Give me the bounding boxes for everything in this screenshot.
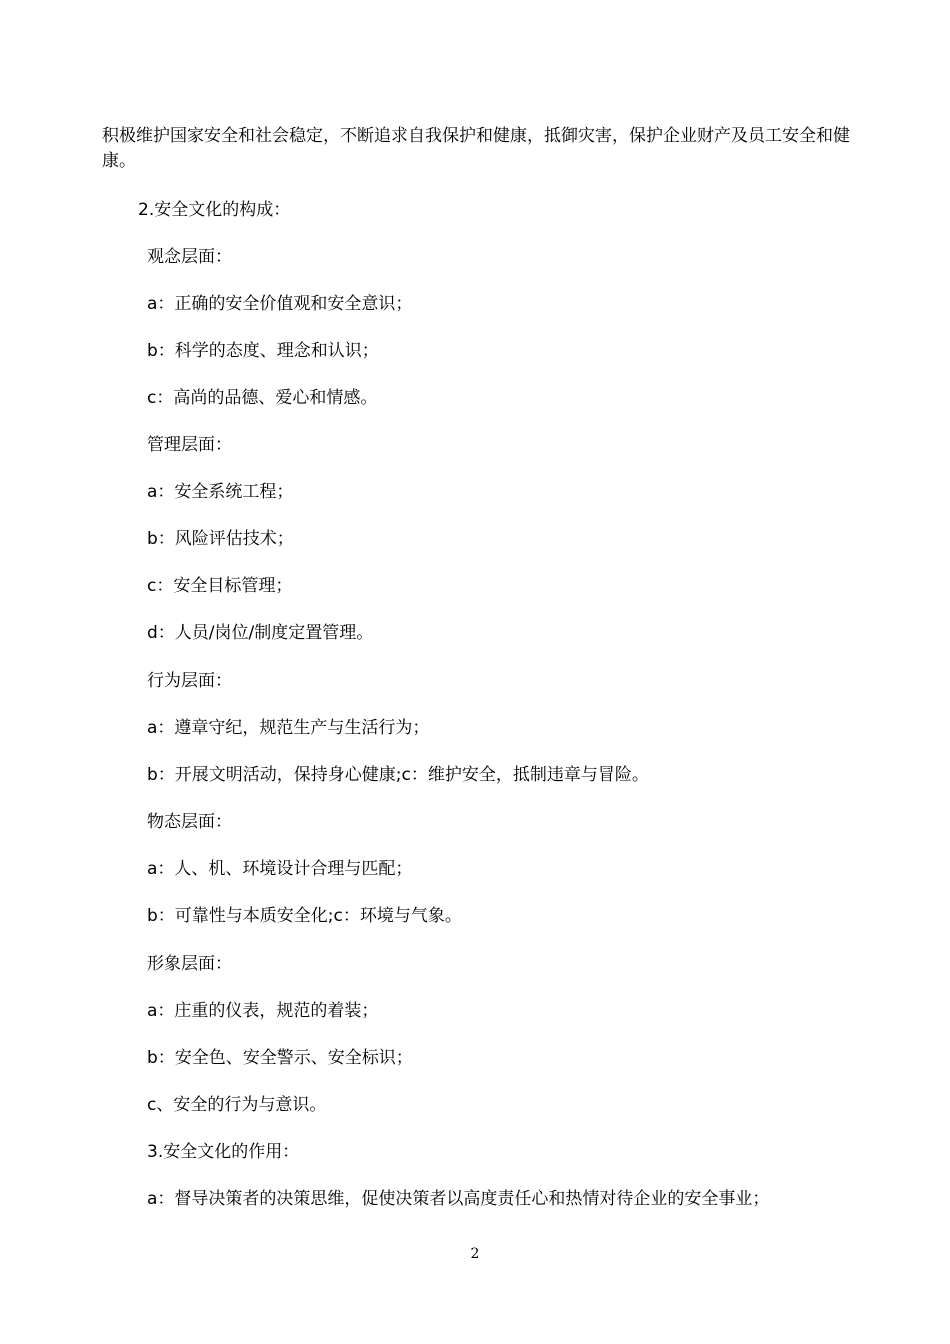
section-3-heading: 3.安全文化的作用： <box>147 1142 300 1162</box>
image-item-c: c、安全的行为与意识。 <box>147 1095 327 1115</box>
management-item-c: c：安全目标管理； <box>147 576 293 596</box>
concept-item-c: c：高尚的品德、爱心和情感。 <box>147 388 378 408</box>
behavior-item-b: b：开展文明活动，保持身心健康;c：维护安全，抵制违章与冒险。 <box>147 765 649 785</box>
concept-item-a: a：正确的安全价值观和安全意识； <box>147 294 413 314</box>
management-item-b: b：风险评估技术； <box>147 529 294 549</box>
intro-paragraph: 积极维护国家安全和社会稳定，不断追求自我保护和健康，抵御灾害，保护企业财产及员工安全和健康。 <box>102 126 850 171</box>
image-item-a: a：庄重的仪表，规范的着装； <box>147 1001 379 1021</box>
role-item-a: a：督导决策者的决策思维，促使决策者以高度责任心和热情对待企业的安全事业； <box>147 1189 770 1209</box>
section-2-heading: 2.安全文化的构成： <box>138 200 291 220</box>
management-item-a: a：安全系统工程； <box>147 482 294 502</box>
material-item-a: a：人、机、环境设计合理与匹配； <box>147 859 413 879</box>
image-level-heading: 形象层面： <box>147 954 232 974</box>
behavior-item-a: a：遵章守纪，规范生产与生活行为； <box>147 718 430 738</box>
page-number: 2 <box>470 1246 480 1262</box>
image-item-b: b：安全色、安全警示、安全标识； <box>147 1048 413 1068</box>
behavior-level-heading: 行为层面： <box>147 671 232 691</box>
management-item-d: d：人员/岗位/制度定置管理。 <box>147 623 374 643</box>
management-level-heading: 管理层面： <box>147 435 232 455</box>
material-level-heading: 物态层面： <box>147 812 232 832</box>
material-item-b: b：可靠性与本质安全化;c：环境与气象。 <box>147 906 462 926</box>
concept-item-b: b：科学的态度、理念和认识； <box>147 341 379 361</box>
concept-level-heading: 观念层面： <box>147 247 232 267</box>
